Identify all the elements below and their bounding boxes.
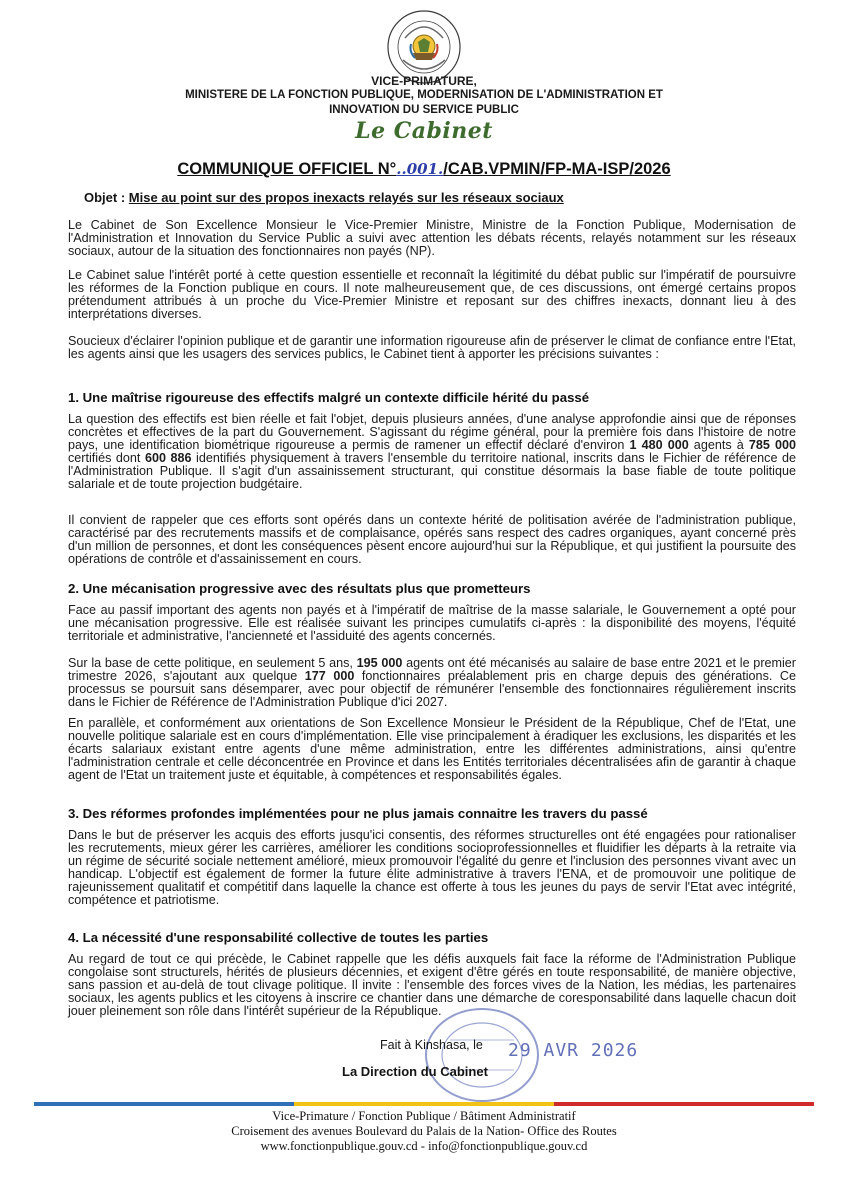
communique-title (0, 160, 848, 179)
intro-paragraph-3: Soucieux d'éclairer l'opinion publique et de garantir une information rigoureuse afin de préserver le climat de confiance entre l'Etat, les agents ainsi que les usagers des services publics, le Cabinet tient à apporter les précisions suivantes : (68, 334, 796, 361)
signature-direction: La Direction du Cabinet (342, 1064, 488, 1079)
s2-figure-mechanised: 195 000 (356, 656, 403, 670)
footer-address-line-2: Croisement des avenues Boulevard du Palais de la Nation- Office des Routes (231, 1124, 617, 1138)
section-2-paragraph-1: Face au passif important des agents non payés et à l'impératif de maîtrise de la masse salariale, le Gouvernement a opté pour une mécanisation progressive. Elle est réalisée suivant les principes cumulatifs ci-après : la disponibilité des moyens, l'équité territoriale et administrative, l'ancienneté et l'assiduité des agents concernés. (68, 603, 796, 643)
s1-text-c: certifiés dont (68, 451, 145, 465)
communique-number: ..001. (396, 160, 444, 178)
flag-color-band (34, 1102, 814, 1106)
date-stamp: 29 AVR 2026 (508, 1040, 639, 1061)
section-1-paragraph-2: Il convient de rappeler que ces efforts sont opérés dans un contexte hérité de politisation avérée de l'administration publique, caractérisé par des recrutements massifs et de complaisance, opérés sans respect des cadres organiques, ayant concerné près d'un million de personnes, et dont les conséquences pèsent encore aujourd'hui sur la République, et qui justifient la poursuite des opérations de contrôle et d'assainissement en cours. (68, 513, 796, 566)
section-1-paragraph-1 (68, 413, 796, 491)
header-line-viceprimature: VICE-PRIMATURE, (371, 74, 477, 88)
intro-paragraph-2: Le Cabinet salue l'intérêt porté à cette question essentielle et reconnaît la légitimité du débat public sur l'impératif de poursuivre les réformes de la Fonction publique en cours. Il note malheureusement que, de ces discussions, ont émergé certains propos prétendument attribués à un proche du Vice-Premier Ministre et reposant sur des chiffres inexacts, donnant lieu à des interprétations diverses. (68, 268, 796, 321)
s2-figure-prior: 177 000 (304, 669, 355, 683)
section-1-title: 1. Une maîtrise rigoureuse des effectifs malgré un contexte difficile hérité du passé (68, 390, 590, 405)
communique-prefix: COMMUNIQUE OFFICIEL N° (177, 160, 397, 178)
s2-text-b: agents ont été mécanisés au salaire de base entre 2021 et le premier trimestre 2026, s'ajoutant aux quelque (68, 656, 796, 683)
section-3-paragraph-1: Dans le but de préserver les acquis des efforts jusqu'ici consentis, des réformes structurelles ont été engagées pour rationaliser les recrutements, mieux gérer les carrières, améliorer les conditions socioprofessionnelles et fluidifier les départs à la retraite via un régime de sécurité sociale nettement amélioré, mieux promouvoir l'égalité du genre et l'inclusion des personnes vivant avec un handicap. L'objectif est également de former la future élite administrative à travers l'ENA, et de promouvoir une politique de rajeunissement qualitatif et compétitif dans laquelle la chance est offerte à tous les jeunes du pays de servir l'Etat avec intégrité, compétence et patriotisme. (68, 828, 796, 907)
section-2-paragraph-2 (68, 657, 796, 709)
footer-contact-line: www.fonctionpublique.gouv.cd - info@fonctionpublique.gouv.cd (260, 1139, 588, 1153)
s1-figure-certified: 785 000 (748, 438, 796, 452)
cabinet-title: Le Cabinet (355, 118, 493, 144)
s1-figure-identified: 600 886 (144, 451, 192, 465)
footer-address-line-1: Vice-Primature / Fonction Publique / Bâtiment Administratif (272, 1109, 576, 1123)
s2-text-a: Sur la base de cette politique, en seulement 5 ans, (68, 656, 357, 670)
intro-paragraph-1: Le Cabinet de Son Excellence Monsieur le Vice-Premier Ministre, Ministre de la Fonction Publique, Modernisation de l'Administration et Innovation du Service Public a suivi avec attention les débats récents, relayés notamment sur les réseaux sociaux, autour de la situation des fonctionnaires non payés (NP). (68, 218, 796, 258)
s1-text-d: identifiés physiquement à travers l'ensemble du territoire national, inscrits dans le Fichier de référence de l'Administration Publique. Il s'agit d'un assainissement structurant, qui constitue désormais la base fiable de toute politique salariale et de toute projection budgétaire. (68, 451, 796, 491)
objet-line (84, 190, 564, 205)
section-4-title: 4. La nécessité d'une responsabilité collective de toutes les parties (68, 930, 489, 945)
section-2-title: 2. Une mécanisation progressive avec des résultats plus que prometteurs (68, 581, 531, 596)
communique-suffix: /CAB.VPMIN/FP-MA-ISP/2026 (443, 160, 671, 178)
s1-figure-declared: 1 480 000 (629, 438, 689, 452)
s1-text-a: La question des effectifs est bien réelle et fait l'objet, depuis plusieurs années, d'une analyse approfondie ainsi que de réponses concrètes et effectives de la part du Gouvernement. S'agissant du régime général, pour la première fois dans l'histoire de notre pays, une identification biométrique rigoureuse a permis de ramener un effectif déclaré d'environ (68, 412, 796, 452)
header-line-innovation: INNOVATION DU SERVICE PUBLIC (329, 104, 519, 116)
s2-text-c: fonctionnaires préalablement pris en charge depuis des générations. Ce processus se poursuit sans désemparer, avec pour objectif de rémunérer l'ensemble des fonctionnaires régulièrement inscrits dans le Fichier de Référence de l'Administration Publique d'ici 2027. (68, 669, 796, 709)
section-3-title: 3. Des réformes profondes implémentées pour ne plus jamais connaitre les travers du passé (68, 806, 648, 821)
section-2-paragraph-3: En parallèle, et conformément aux orientations de Son Excellence Monsieur le Président de la République, Chef de l'Etat, une nouvelle politique salariale est en cours d'implémentation. Elle vise principalement à éradiquer les exclusions, les disparités et les écarts salariaux existant entre agents d'une même administration, entre les différentes administrations, ainsi qu'entre l'administration centrale et celle déconcentrée en Province et dans les Entités territoriales décentralisées afin de garantir à chaque agent de l'Etat un traitement juste et équitable, à compétences et responsabilités égales. (68, 716, 796, 782)
header-line-ministere: MINISTERE DE LA FONCTION PUBLIQUE, MODERNISATION DE L'ADMINISTRATION ET (185, 89, 663, 101)
fait-a-kinshasa: Fait à Kinshasa, le (380, 1038, 483, 1052)
objet-label: Objet : (84, 190, 129, 205)
section-4-paragraph-1: Au regard de tout ce qui précède, le Cabinet rappelle que les défis auxquels fait face la réforme de l'Administration Publique congolaise sont structurels, hérités de plusieurs décennies, et exigent d'être gérés en toute responsabilité, de manière objective, sans passion et au-delà de tout clivage politique. Il invite : l'ensemble des forces vives de la Nation, les médias, les partenaires sociaux, les agents publics et les citoyens à inscrire ce chantier dans une démarche de coresponsabilité dans laquelle chacun doit jouer pleinement son rôle dans l'intérêt supérieur de la République. (68, 952, 796, 1018)
objet-value: Mise au point sur des propos inexacts relayés sur les réseaux sociaux (128, 190, 564, 205)
s1-text-b: agents à (688, 438, 749, 452)
